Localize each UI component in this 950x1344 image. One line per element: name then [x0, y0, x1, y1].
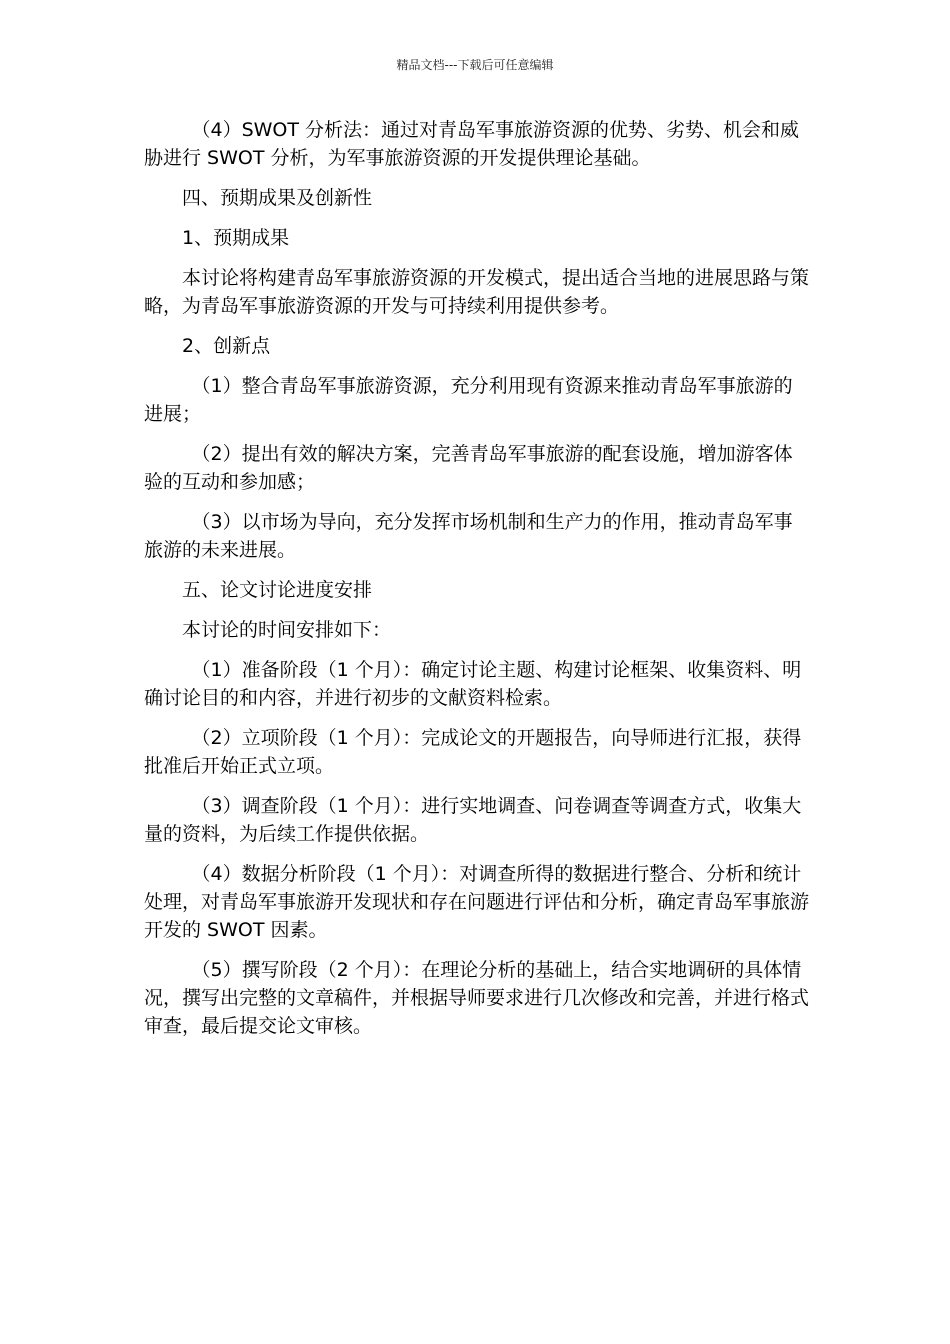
paragraph-innovation-1: （1）整合青岛军事旅游资源，充分利用现有资源来推动青岛军事旅游的进展； — [144, 375, 793, 425]
paragraph-innovation-2: （2）提出有效的解决方案，完善青岛军事旅游的配套设施，增加游客体验的互动和参加感； — [144, 443, 793, 493]
paragraph-swot-method: （4）SWOT 分析法：通过对青岛军事旅游资源的优势、劣势、机会和威胁进行 SWOT 分析，为军事旅游资源的开发提供理论基础。 — [144, 119, 800, 169]
section-heading-schedule: 五、论文讨论进度安排 — [182, 579, 373, 601]
paragraph-expected-results: 本讨论将构建青岛军事旅游资源的开发模式，提出适合当地的进展思路与策略，为青岛军事旅游资源的开发与可持续利用提供参考。 — [144, 267, 810, 317]
paragraph-schedule-intro: 本讨论的时间安排如下： — [182, 619, 392, 641]
section-heading-expected-results: 四、预期成果及创新性 — [182, 187, 373, 209]
paragraph-schedule-5: （5）撰写阶段（2 个月）：在理论分析的基础上，结合实地调研的具体情况，撰写出完整的文章稿件，并根据导师要求进行几次修改和完善，并进行格式审查，最后提交论文审核。 — [144, 959, 810, 1037]
subheading-innovation: 2、创新点 — [182, 335, 271, 357]
paragraph-schedule-4: （4）数据分析阶段（1 个月）：对调查所得的数据进行整合、分析和统计处理，对青岛军事旅游开发现状和存在问题进行评估和分析，确定青岛军事旅游开发的 SWOT 因素。 — [144, 863, 810, 941]
paragraph-innovation-3: （3）以市场为导向，充分发挥市场机制和生产力的作用，推动青岛军事旅游的未来进展。 — [144, 511, 793, 561]
page-header: 精品文档---下载后可任意编辑 — [396, 58, 554, 72]
paragraph-schedule-1: （1）准备阶段（1 个月）：确定讨论主题、构建讨论框架、收集资料、明确讨论目的和内容，并进行初步的文献资料检索。 — [144, 659, 802, 709]
paragraph-schedule-2: （2）立项阶段（1 个月）：完成论文的开题报告，向导师进行汇报，获得批准后开始正式立项。 — [144, 727, 802, 777]
subheading-expected-results: 1、预期成果 — [182, 227, 290, 249]
paragraph-schedule-3: （3）调查阶段（1 个月）：进行实地调查、问卷调查等调查方式，收集大量的资料，为后续工作提供依据。 — [144, 795, 802, 845]
document-body — [144, 116, 810, 1052]
